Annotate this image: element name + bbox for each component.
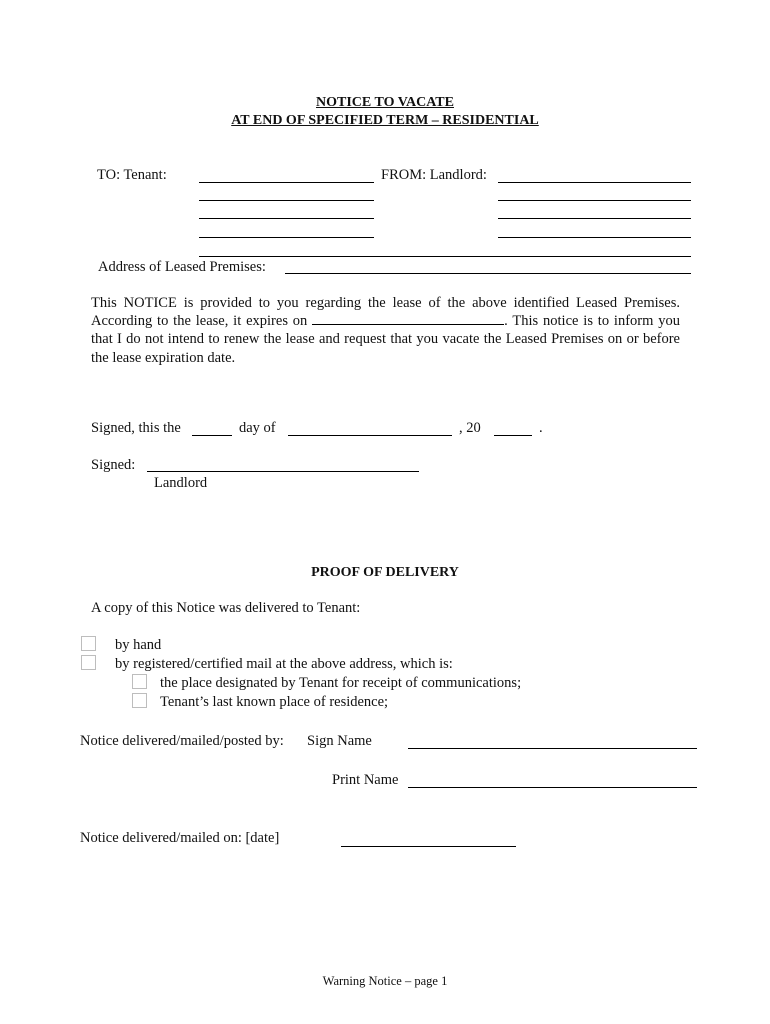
page-footer: Warning Notice – page 1 [322, 974, 448, 988]
by-hand-checkbox[interactable] [81, 636, 96, 651]
by-hand-label: by hand [115, 637, 162, 653]
day-of-label: day of [239, 420, 276, 436]
landlord-field-line-2[interactable] [498, 200, 691, 201]
address-field-line[interactable] [285, 273, 691, 274]
delivered-on-date-line[interactable] [341, 846, 516, 847]
tenant-field-line-4[interactable] [199, 237, 374, 238]
tenant-field-line-2[interactable] [199, 200, 374, 201]
delivered-on-label: Notice delivered/mailed on: [date] [80, 830, 280, 846]
date-period: . [539, 420, 543, 436]
signed-this-the-label: Signed, this the [91, 420, 181, 436]
expiration-date-blank[interactable] [312, 312, 504, 325]
signed-month-blank[interactable] [288, 435, 452, 436]
tenant-field-line-3[interactable] [199, 218, 374, 219]
document-title-line2: AT END OF SPECIFIED TERM – RESIDENTIAL [231, 113, 539, 128]
proof-intro: A copy of this Notice was delivered to Tenant: [91, 600, 361, 616]
sign-name-label: Sign Name [307, 733, 372, 749]
notice-text-part2: . This notice is to inform you that I do not intend to renew the lease and request that you vacate the Leased Premises on or before the lease expiration date. [91, 313, 680, 366]
print-name-line[interactable] [408, 787, 697, 788]
parties-separator-line[interactable] [199, 256, 691, 257]
year-prefix-label: , 20 [459, 420, 481, 436]
landlord-field-line-3[interactable] [498, 218, 691, 219]
designated-place-label: the place designated by Tenant for receipt of communications; [160, 675, 522, 691]
landlord-field-line-1[interactable] [498, 182, 691, 183]
designated-place-checkbox[interactable] [132, 674, 147, 689]
signed-label: Signed: [91, 457, 136, 473]
to-tenant-label: TO: Tenant: [97, 167, 167, 183]
notice-body [91, 294, 680, 367]
proof-of-delivery-title: PROOF OF DELIVERY [311, 565, 459, 580]
address-label: Address of Leased Premises: [98, 259, 266, 275]
last-residence-label: Tenant’s last known place of residence; [160, 694, 389, 710]
tenant-field-line-1[interactable] [199, 182, 374, 183]
from-landlord-label: FROM: Landlord: [381, 167, 487, 183]
last-residence-checkbox[interactable] [132, 693, 147, 708]
by-mail-checkbox[interactable] [81, 655, 96, 670]
landlord-signature-line[interactable] [147, 471, 419, 472]
print-name-label: Print Name [332, 772, 399, 788]
sign-name-line[interactable] [408, 748, 697, 749]
by-mail-label: by registered/certified mail at the above address, which is: [115, 656, 453, 672]
document-title-line1: NOTICE TO VACATE [316, 95, 454, 110]
delivered-by-label: Notice delivered/mailed/posted by: [80, 733, 284, 749]
landlord-field-line-4[interactable] [498, 237, 691, 238]
signed-day-blank[interactable] [192, 435, 232, 436]
notice-text-part1: This NOTICE is provided to you regarding the lease of the above identified Leased Premises. According to the lease, it expires on [91, 295, 680, 330]
landlord-caption: Landlord [154, 475, 208, 491]
signed-year-blank[interactable] [494, 435, 532, 436]
